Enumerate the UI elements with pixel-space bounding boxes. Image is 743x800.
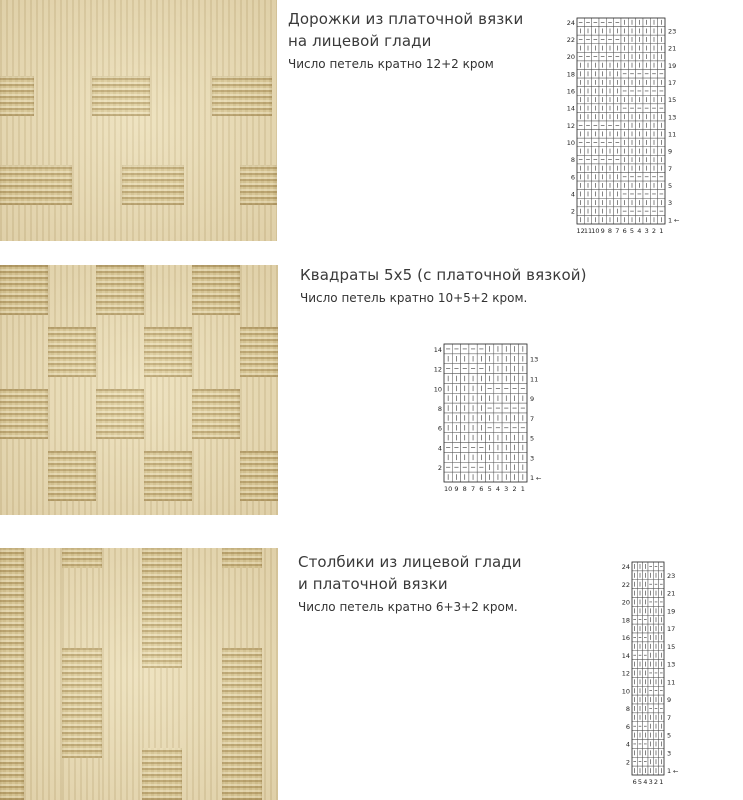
chart-row-label-left: 22 xyxy=(566,36,575,45)
chart-stitch-label: 8 xyxy=(462,485,467,493)
knit-photo-checkerboard xyxy=(0,265,278,515)
chart-row-label-right: 19 xyxy=(668,61,677,70)
chart-row-label-left: 8 xyxy=(437,405,442,414)
chart-row-label-right: 1 xyxy=(530,474,535,483)
chart-row-label-right: 23 xyxy=(668,27,677,36)
arrow-left-icon: ← xyxy=(674,216,680,225)
chart-row-label-left: 14 xyxy=(621,651,630,660)
chart-row-label-left: 14 xyxy=(566,104,575,113)
chart-stitch-label: 5 xyxy=(487,485,492,493)
chart-row-label-left: 22 xyxy=(621,580,630,589)
chart-row-label-left: 2 xyxy=(625,758,630,767)
pattern-2-chart xyxy=(430,344,543,494)
chart-stitch-label: 1 xyxy=(520,485,525,493)
chart-row-label-right: 7 xyxy=(667,713,672,722)
chart-stitch-label: 1 xyxy=(659,227,664,235)
chart-row-label-left: 20 xyxy=(566,53,575,62)
chart-row-label-right: 9 xyxy=(668,147,673,156)
chart-row-label-right: 19 xyxy=(667,607,676,616)
chart-stitch-label: 3 xyxy=(648,778,653,786)
chart-row-label-right: 23 xyxy=(667,571,676,580)
chart-row-label-right: 7 xyxy=(530,414,535,423)
chart-row-label-right: 11 xyxy=(667,678,676,687)
knit-photo-columns xyxy=(0,548,278,800)
chart-row-label-right: 17 xyxy=(667,625,676,634)
chart-row-label-right: 17 xyxy=(668,78,677,87)
chart-stitch-label: 2 xyxy=(512,485,517,493)
knit-photo-garter-bands xyxy=(0,0,277,241)
arrow-left-icon: ← xyxy=(673,767,679,776)
chart-row-label-left: 4 xyxy=(570,190,575,199)
chart-row-label-right: 21 xyxy=(668,44,677,53)
chart-row-label-right: 15 xyxy=(668,96,677,105)
pattern-3-stitch-count: Число петель кратно 6+3+2 кром. xyxy=(298,600,518,614)
pattern-2-title-line-1: Квадраты 5x5 (с платочной вязкой) xyxy=(300,266,587,284)
chart-row-label-left: 24 xyxy=(566,18,575,27)
chart-row-label-left: 6 xyxy=(437,424,442,433)
pattern-3-caption xyxy=(298,551,522,617)
chart-row-label-left: 16 xyxy=(566,87,575,96)
chart-stitch-label: 11 xyxy=(583,227,593,235)
chart-row-label-right: 9 xyxy=(667,696,672,705)
pattern-3-title-line-2: и платочной вязки xyxy=(298,575,448,593)
chart-row-label-left: 8 xyxy=(625,705,630,714)
chart-row-label-left: 4 xyxy=(437,444,442,453)
chart-row-label-left: 12 xyxy=(433,365,442,374)
chart-row-label-right: 3 xyxy=(530,454,535,463)
chart-stitch-label: 9 xyxy=(454,485,459,493)
chart-row-label-right: 3 xyxy=(667,749,672,758)
chart-stitch-label: 10 xyxy=(444,485,453,493)
chart-row-label-left: 2 xyxy=(437,464,442,473)
chart-stitch-label: 4 xyxy=(643,778,648,786)
chart-stitch-label: 6 xyxy=(622,227,627,235)
chart-stitch-label: 12 xyxy=(576,227,585,235)
chart-row-label-right: 5 xyxy=(667,731,672,740)
chart-stitch-label: 1 xyxy=(659,778,664,786)
chart-stitch-label: 3 xyxy=(504,485,509,493)
chart-row-label-right: 9 xyxy=(530,395,535,404)
pattern-3-chart xyxy=(618,562,680,787)
chart-row-label-left: 2 xyxy=(570,207,575,216)
pattern-2-caption xyxy=(300,264,587,308)
chart-row-label-left: 10 xyxy=(621,687,630,696)
chart-row-label-left: 6 xyxy=(570,173,575,182)
chart-row-label-right: 7 xyxy=(668,164,673,173)
chart-stitch-label: 6 xyxy=(632,778,637,786)
chart-row-label-right: 11 xyxy=(530,375,539,384)
chart-row-label-right: 15 xyxy=(667,642,676,651)
chart-row-label-left: 6 xyxy=(625,722,630,731)
pattern-3-title-line-1: Столбики из лицевой глади xyxy=(298,553,522,571)
arrow-left-icon: ← xyxy=(536,474,542,483)
chart-grid-svg xyxy=(563,18,681,236)
chart-stitch-label: 5 xyxy=(637,778,643,786)
chart-row-label-left: 24 xyxy=(621,563,630,572)
pattern-1-title-line-2: на лицевой глади xyxy=(288,32,432,50)
chart-row-label-right: 21 xyxy=(667,589,676,598)
chart-row-label-left: 16 xyxy=(621,634,630,643)
chart-stitch-label: 6 xyxy=(479,485,484,493)
chart-stitch-label: 4 xyxy=(637,227,642,235)
chart-stitch-label: 5 xyxy=(629,227,635,235)
chart-row-label-left: 20 xyxy=(621,598,630,607)
pattern-1-chart xyxy=(563,18,681,236)
chart-row-label-right: 1 xyxy=(667,767,672,776)
chart-row-label-left: 8 xyxy=(570,156,575,165)
chart-grid-svg xyxy=(430,344,543,494)
chart-row-label-right: 1 xyxy=(668,216,673,225)
chart-stitch-label: 9 xyxy=(600,227,605,235)
chart-stitch-label: 8 xyxy=(607,227,613,235)
chart-row-label-right: 11 xyxy=(668,130,677,139)
chart-row-label-left: 12 xyxy=(566,121,575,130)
chart-stitch-label: 7 xyxy=(470,485,476,493)
chart-stitch-label: 7 xyxy=(615,227,620,235)
pattern-2-stitch-count: Число петель кратно 10+5+2 кром. xyxy=(300,291,528,305)
chart-stitch-label: 2 xyxy=(653,778,659,786)
chart-row-label-left: 14 xyxy=(433,345,442,354)
chart-row-label-right: 5 xyxy=(530,434,535,443)
chart-row-label-right: 13 xyxy=(530,355,539,364)
chart-stitch-label: 4 xyxy=(495,485,501,493)
pattern-1-caption xyxy=(288,8,523,74)
chart-row-label-left: 12 xyxy=(621,669,630,678)
chart-row-label-left: 18 xyxy=(566,70,575,79)
chart-row-label-right: 13 xyxy=(667,660,676,669)
chart-row-label-right: 3 xyxy=(668,199,673,208)
chart-row-label-left: 10 xyxy=(433,385,442,394)
chart-grid-svg xyxy=(618,562,680,787)
chart-row-label-left: 18 xyxy=(621,616,630,625)
chart-row-label-left: 10 xyxy=(566,139,575,148)
chart-row-label-right: 13 xyxy=(668,113,677,122)
chart-stitch-label: 10 xyxy=(591,227,600,235)
chart-row-label-left: 4 xyxy=(625,740,630,749)
pattern-1-title-line-1: Дорожки из платочной вязки xyxy=(288,10,524,28)
pattern-1-stitch-count: Число петель кратно 12+2 кром xyxy=(288,57,494,71)
chart-row-label-right: 5 xyxy=(668,181,673,190)
chart-stitch-label: 3 xyxy=(644,227,649,235)
chart-stitch-label: 2 xyxy=(651,227,657,235)
